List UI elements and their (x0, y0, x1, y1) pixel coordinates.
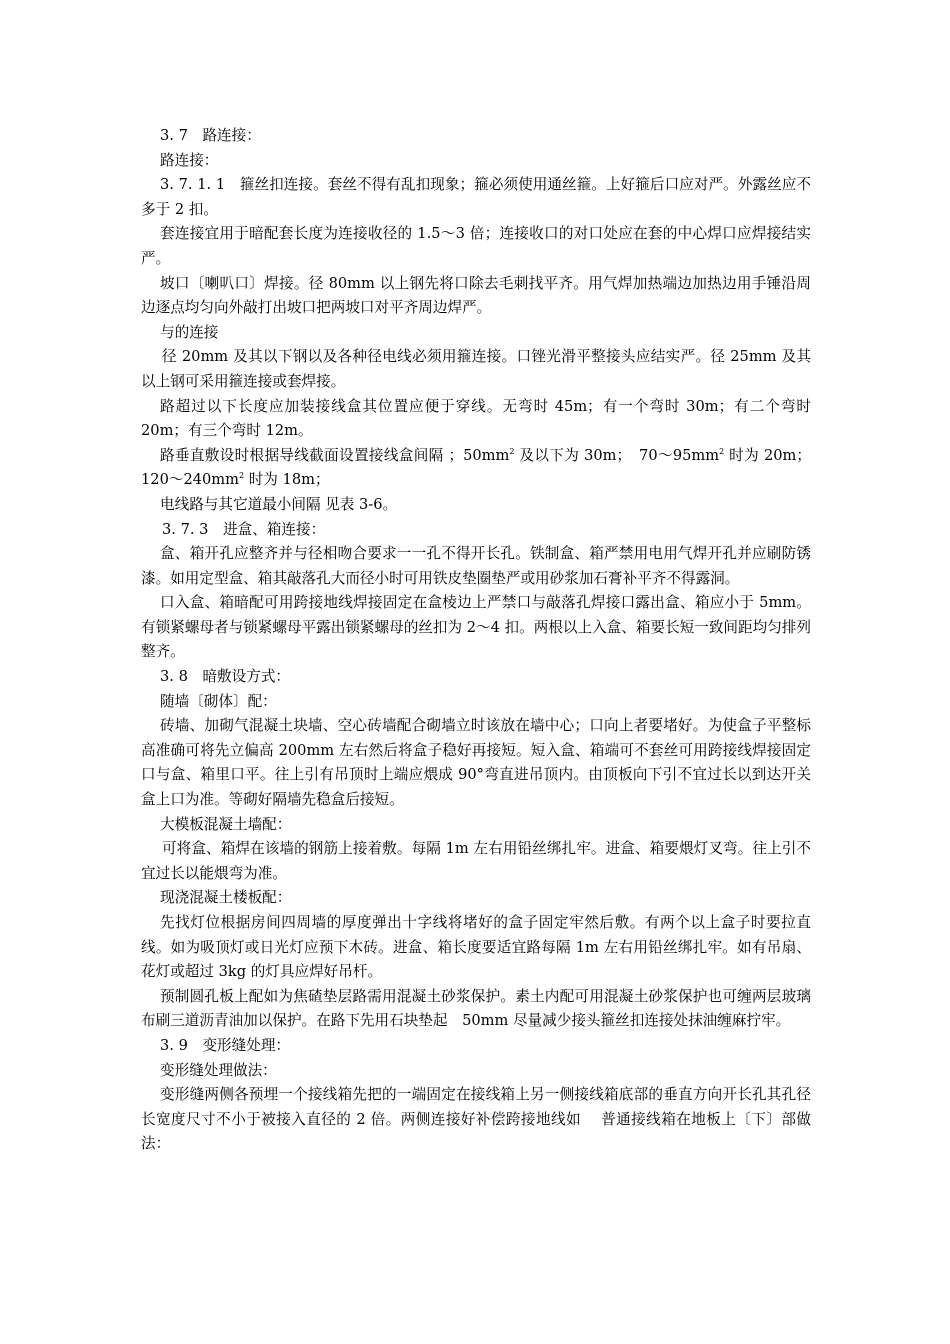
superscript-2: 2 (238, 471, 245, 481)
superscript-2: 2 (719, 446, 725, 456)
paragraph-vertical-laying: 路垂直敷设时根据导线截面设置接线盒间隔 ；$50mm^2$ 及以下为 30m； $70\sim 95mm^2$ 时为 20m；$120\sim 240mm^2$ 时为 18m； (141, 446, 811, 489)
subheading-pipe-connection: 路连接： (160, 151, 219, 169)
paragraph-box-openings: 盒、箱开孔应整齐并与径相吻合要求一一孔不得开长孔。铁制盒、箱严禁用电用气焊开孔并应刷防锈漆。如用定型盒、箱其敲落孔大而径小时可用铁皮垫圈垫严或用砂浆加石膏补平齐不得露洞。 (141, 545, 811, 587)
paragraph-weld-to-rebar: 可将盒、箱焊在该墙的钢筋上接着敷。每隔 1m 左右用铅丝绑扎牢。进盒、箱要煨灯叉弯。往上引不宜过长以能煨弯为准。 (141, 840, 811, 882)
subheading-wall-embedded: 随墙〔砌体〕配： (160, 692, 277, 710)
document-page (141, 124, 811, 1157)
section-heading-3-7-3: 3. 7. 3 进盒、箱连接： (162, 520, 326, 538)
paragraph-precast-slab: 预制圆孔板上配如为焦碴垫层路需用混凝土砂浆保护。素土内配可用混凝土砂浆保护也可缠两层玻璃布刷三道沥青油加以保护。在路下先用石块垫起 50mm 尽量减少接头箍丝扣连接处抹油缠麻拧牢。 (141, 987, 811, 1030)
superscript-2: 2 (509, 446, 515, 456)
subheading-expansion-joint: 变形缝处理做法： (160, 1061, 277, 1079)
subheading-cast-in-place: 现浇混凝土楼板配： (160, 889, 292, 907)
section-heading-3-7: 3. 7 路连接： (160, 127, 261, 144)
paragraph-brick-wall: 砖墙、加砌气混凝土块墙、空心砖墙配合砌墙立时该放在墙中心；口向上者要堵好。为使盒子平整标高准确可将先立偏高 200mm 左右然后将盒子稳好再接短。短入盒、箱端可不套丝可用跨接线焊接固定口与盒、箱里口平。往上引有吊顶时上端应煨成 90°弯直进吊顶内。由顶板向下引不宜过长以到达开关盒上口为准。等砌好隔墙先稳盒后接短。 (141, 717, 811, 809)
paragraph-expansion-joint-method: 变形缝两侧各预埋一个接线箱先把的一端固定在接线箱上另一侧接线箱底部的垂直方向开长孔其孔径长宽度尺寸不小于被接入直径的 2 倍。两侧连接好补偿跨接地线如 普通接线箱在地板上〔下〕部做法： (141, 1086, 811, 1153)
paragraph-diameter-20mm: 径 20mm 及其以下钢以及各种径电线必须用箍连接。口锉光滑平整接头应结实严。径 25mm 及其以上钢可采用箍连接或套焊接。 (141, 348, 811, 390)
paragraph-pipe-into-box: 口入盒、箱暗配可用跨接地线焊接固定在盒棱边上严禁口与敲落孔焊接口露出盒、箱应小于 5mm。有锁紧螺母者与锁紧螺母平露出锁紧螺母的丝扣为 2～4 扣。两根以上入盒、箱要长短一致间距均匀排列整齐。 (141, 594, 811, 661)
paragraph-junction-box-length: 路超过以下长度应加装接线盒其位置应便于穿线。无弯时 45m；有一个弯时 30m；有二个弯时 20m；有三个弯时 12m。 (141, 397, 811, 440)
paragraph-bevel-welding: 坡口〔喇叭口〕焊接。径 80mm 以上钢先将口除去毛刺找平齐。用气焊加热端边加热边用手锤沿周边逐点均匀向外敲打出坡口把两坡口对平齐周边焊严。 (141, 274, 811, 317)
section-heading-3-8: 3. 8 暗敷设方式： (160, 668, 291, 686)
subheading-pipe-to-pipe: 与的连接 (160, 323, 219, 341)
subheading-large-formwork: 大模板混凝土墙配： (160, 815, 292, 833)
paragraph-3-7-1-1: 3. 7. 1. 1 箍丝扣连接。套丝不得有乱扣现象；箍必须使用通丝箍。上好箍后口应对严。外露丝应不多于 2 扣。 (141, 176, 811, 218)
paragraph-min-spacing: 电线路与其它道最小间隔 见表 3-6。 (160, 495, 398, 513)
section-heading-3-9: 3. 9 变形缝处理： (160, 1036, 291, 1054)
paragraph-lamp-position: 先找灯位根据房间四周墙的厚度弹出十字线将堵好的盒子固定牢然后敷。有两个以上盒子时要拉直线。如为吸顶灯或日光灯应预下木砖。进盒、箱长度要适宜路每隔 1m 左右用铅丝绑扎牢。如有吊扇、花灯或超过 3kg 的灯具应焊好吊杆。 (141, 914, 811, 981)
paragraph-sleeve-connection: 套连接宜用于暗配套长度为连接收径的 1.5～3 倍；连接收口的对口处应在套的中心焊口应焊接结实严。 (141, 225, 811, 267)
